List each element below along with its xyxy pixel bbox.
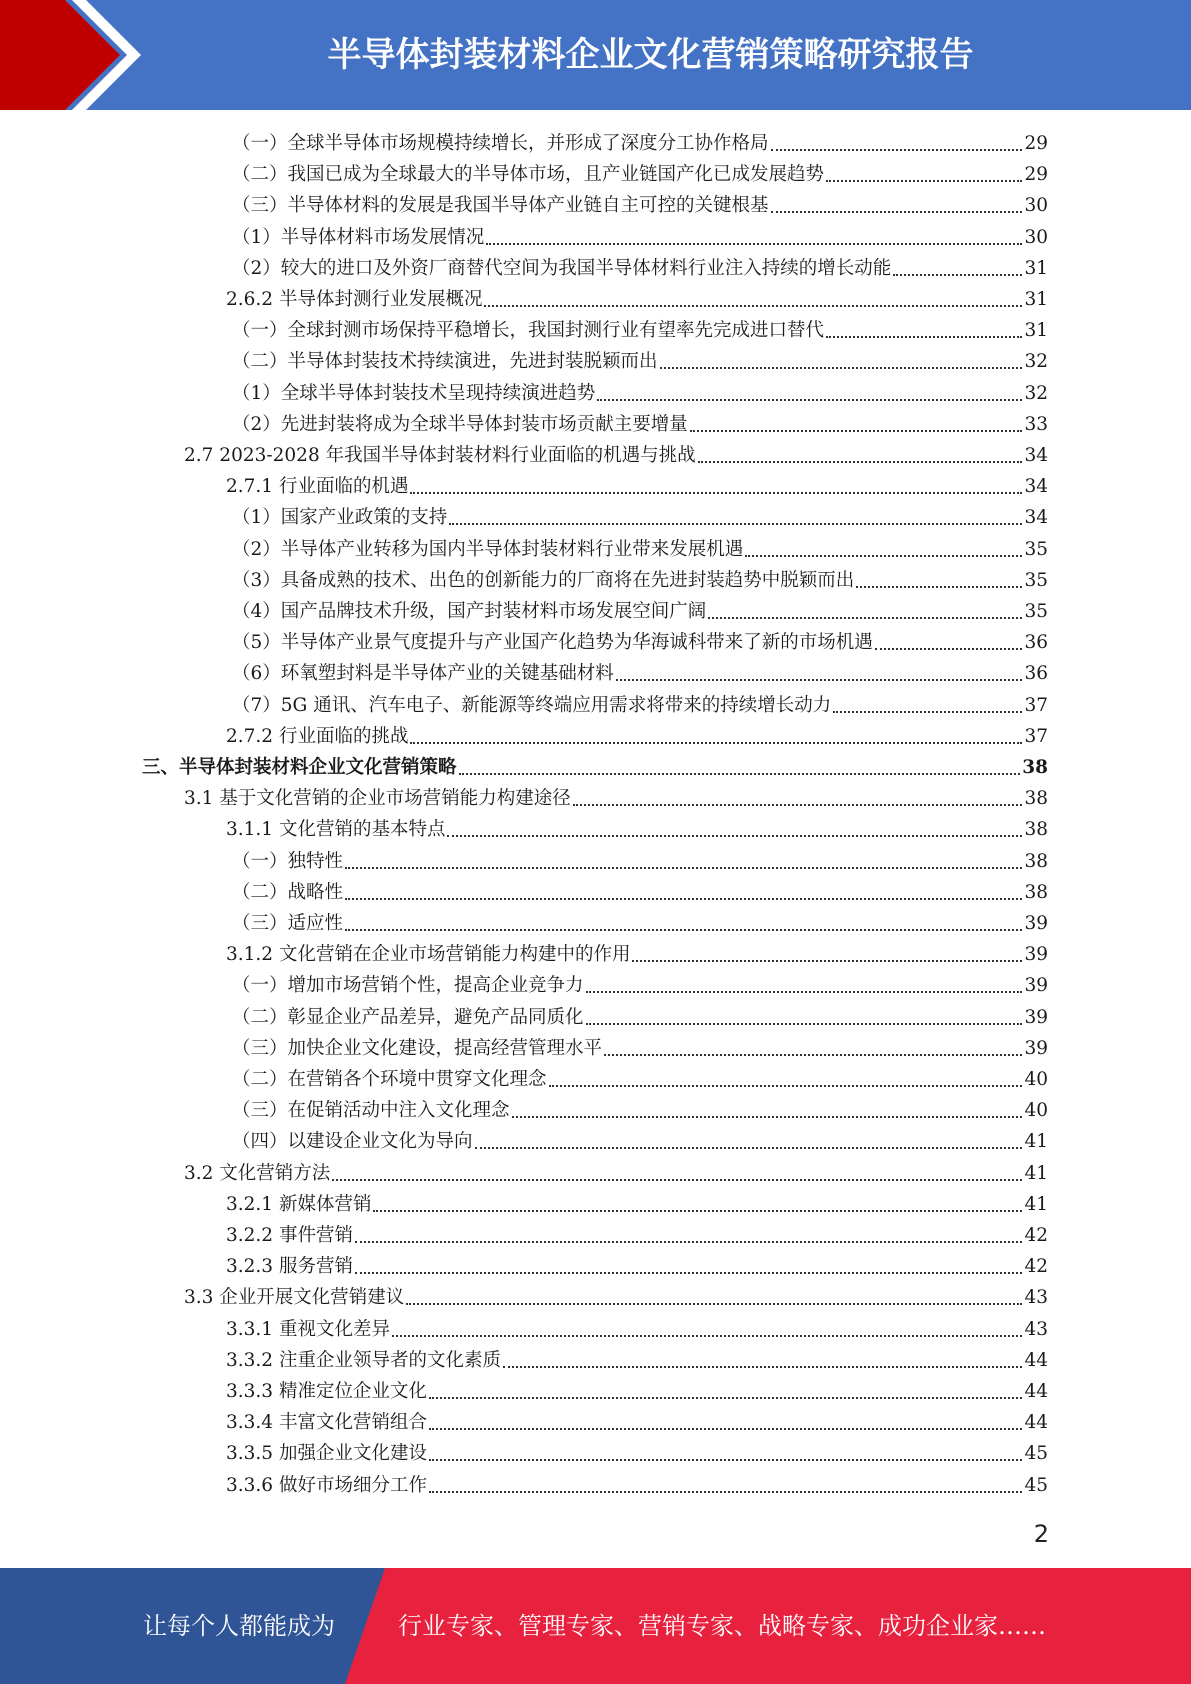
- page-header: [0, 0, 1191, 110]
- toc-entry[interactable]: [232, 253, 1048, 284]
- toc-leader-dots: [586, 991, 1023, 993]
- toc-entry[interactable]: [232, 1033, 1048, 1064]
- toc-entry-page: 42: [1024, 1225, 1048, 1246]
- toc-entry-page: 42: [1024, 1256, 1048, 1278]
- toc-entry[interactable]: [232, 159, 1048, 190]
- toc-entry-page: 44: [1024, 1412, 1048, 1434]
- page-footer: [0, 1568, 1191, 1684]
- toc-entry-title: （6）环氧塑封料是半导体产业的关键基础材料: [232, 663, 614, 685]
- toc-entry[interactable]: [226, 814, 1048, 845]
- toc-entry-title: 3.3.1 重视文化差异: [226, 1318, 390, 1340]
- toc-entry[interactable]: [226, 1251, 1048, 1282]
- toc-leader-dots: [429, 1459, 1022, 1461]
- toc-entry-page: 37: [1024, 694, 1048, 716]
- toc-entry[interactable]: [226, 471, 1048, 502]
- toc-entry[interactable]: [184, 1158, 1048, 1189]
- toc-entry[interactable]: [232, 1095, 1048, 1126]
- toc-entry[interactable]: [232, 1126, 1048, 1157]
- toc-entry-title: 2.6.2 半导体封测行业发展概况: [226, 289, 483, 310]
- toc-entry-page: 34: [1024, 507, 1048, 529]
- toc-entry-page: 31: [1024, 257, 1048, 279]
- toc-entry-page: 44: [1024, 1381, 1048, 1402]
- toc-entry-title: 3.3 企业开展文化营销建议: [184, 1287, 405, 1309]
- toc-leader-dots: [373, 1210, 1022, 1212]
- toc-entry-title: （二）半导体封装技术持续演进，先进封装脱颖而出: [232, 351, 658, 373]
- toc-leader-dots: [355, 1241, 1023, 1243]
- toc-leader-dots: [447, 835, 1022, 837]
- toc-leader-dots: [484, 305, 1022, 307]
- toc-entry[interactable]: [232, 846, 1048, 877]
- toc-entry-title: 3.1 基于文化营销的企业市场营销能力构建途径: [184, 788, 571, 810]
- toc-leader-dots: [616, 679, 1023, 681]
- toc-entry[interactable]: [232, 877, 1048, 908]
- toc-leader-dots: [745, 555, 1022, 557]
- toc-entry[interactable]: [232, 1064, 1048, 1095]
- toc-entry-title: 3.1.2 文化营销在企业市场营销能力构建中的作用: [226, 944, 631, 966]
- toc-entry[interactable]: [226, 1189, 1048, 1220]
- toc-entry-page: 34: [1024, 476, 1048, 498]
- toc-entry[interactable]: [226, 1376, 1048, 1407]
- toc-entry-page: 41: [1024, 1131, 1048, 1153]
- toc-entry-page: 36: [1024, 632, 1048, 654]
- toc-entry[interactable]: [232, 1002, 1048, 1033]
- toc-leader-dots: [475, 1147, 1023, 1149]
- toc-entry-page: 35: [1024, 569, 1048, 591]
- toc-entry-title: 3.3.5 加强企业文化建设: [226, 1443, 427, 1465]
- toc-entry-title: 三、半导体封装材料企业文化营销策略: [142, 757, 457, 778]
- toc-entry-title: （三）在促销活动中注入文化理念: [232, 1100, 510, 1122]
- toc-leader-dots: [410, 742, 1022, 744]
- toc-entry-page: 31: [1024, 289, 1048, 310]
- toc-entry-title: （一）独特性: [232, 850, 344, 872]
- toc-entry[interactable]: [226, 1314, 1048, 1345]
- toc-entry[interactable]: [232, 690, 1048, 721]
- toc-entry-title: （3）具备成熟的技术、出色的创新能力的厂商将在先进封装趋势中脱颖而出: [232, 569, 855, 591]
- toc-entry[interactable]: [226, 1220, 1048, 1251]
- toc-entry-title: （1）国家产业政策的支持: [232, 507, 448, 529]
- toc-entry-title: （2）先进封装将成为全球半导体封装市场贡献主要增量: [232, 413, 688, 435]
- toc-leader-dots: [332, 1179, 1022, 1181]
- toc-entry-title: 3.3.6 做好市场细分工作: [226, 1474, 427, 1496]
- toc-entry-title: （一）全球封测市场保持平稳增长，我国封测行业有望率先完成进口替代: [232, 320, 825, 342]
- toc-entry[interactable]: [232, 627, 1048, 658]
- toc-entry-title: 3.2.2 事件营销: [226, 1225, 353, 1246]
- toc-entry-title: 3.2.3 服务营销: [226, 1256, 353, 1278]
- toc-leader-dots: [826, 180, 1022, 182]
- toc-entry[interactable]: [232, 908, 1048, 939]
- toc-entry-title: （三）适应性: [232, 913, 344, 934]
- toc-entry-page: 45: [1024, 1443, 1048, 1465]
- toc-leader-dots: [512, 1116, 1023, 1118]
- report-title: 半导体封装材料企业文化营销策略研究报告: [327, 35, 974, 75]
- toc-entry[interactable]: [226, 1345, 1048, 1376]
- toc-entry[interactable]: [142, 752, 1048, 783]
- toc-entry-page: 40: [1024, 1069, 1048, 1090]
- toc-entry-title: （二）在营销各个环境中贯穿文化理念: [232, 1069, 547, 1090]
- toc-leader-dots: [632, 960, 1022, 962]
- toc-entry-page: 29: [1024, 133, 1048, 154]
- toc-entry-page: 41: [1024, 1162, 1048, 1184]
- toc-entry-page: 30: [1024, 195, 1048, 217]
- toc-entry[interactable]: [232, 190, 1048, 221]
- toc-entry-page: 38: [1022, 757, 1048, 778]
- toc-entry[interactable]: [232, 315, 1048, 346]
- toc-entry[interactable]: [184, 440, 1048, 471]
- toc-leader-dots: [429, 1397, 1022, 1399]
- toc-entry-title: （5）半导体产业景气度提升与产业国产化趋势为华海诚科带来了新的市场机遇: [232, 632, 873, 654]
- toc-leader-dots: [429, 1428, 1022, 1430]
- toc-leader-dots: [708, 617, 1022, 619]
- toc-entry[interactable]: [184, 1282, 1048, 1313]
- toc-entry[interactable]: [226, 939, 1048, 970]
- toc-leader-dots: [486, 243, 1022, 245]
- toc-leader-dots: [660, 367, 1023, 369]
- toc-entry[interactable]: [226, 1407, 1048, 1438]
- toc-entry-title: 2.7 2023-2028 年我国半导体封装材料行业面临的机遇与挑战: [184, 445, 696, 466]
- toc-entry-page: 38: [1024, 881, 1048, 903]
- toc-entry-page: 36: [1024, 663, 1048, 685]
- toc-entry-page: 34: [1024, 445, 1048, 466]
- toc-leader-dots: [771, 149, 1023, 151]
- toc-entry-page: 39: [1024, 1006, 1048, 1028]
- toc-entry-title: 2.7.2 行业面临的挑战: [226, 725, 409, 747]
- toc-entry-page: 43: [1024, 1318, 1048, 1340]
- toc-leader-dots: [549, 1085, 1023, 1087]
- toc-entry-page: 44: [1024, 1349, 1048, 1371]
- toc-entry[interactable]: [232, 378, 1048, 409]
- toc-entry-title: （二）战略性: [232, 881, 344, 903]
- toc-entry-page: 45: [1024, 1474, 1048, 1496]
- toc-entry-page: 35: [1024, 601, 1048, 622]
- toc-entry-title: 3.3.2 注重企业领导者的文化素质: [226, 1349, 501, 1371]
- toc-entry-title: （4）国产品牌技术升级，国产封装材料市场发展空间广阔: [232, 601, 707, 622]
- toc-entry-title: （2）半导体产业转移为国内半导体封装材料行业带来发展机遇: [232, 538, 744, 560]
- toc-entry-page: 38: [1024, 819, 1048, 841]
- toc-entry-page: 35: [1024, 538, 1048, 560]
- toc-leader-dots: [345, 898, 1022, 900]
- toc-entry-title: 3.1.1 文化营销的基本特点: [226, 819, 446, 841]
- toc-leader-dots: [406, 1303, 1022, 1305]
- toc-leader-dots: [345, 867, 1022, 869]
- toc-entry-page: 29: [1024, 164, 1048, 186]
- toc-entry-title: （三）加快企业文化建设，提高经营管理水平: [232, 1037, 603, 1059]
- toc-entry-title: （7）5G 通讯、汽车电子、新能源等终端应用需求将带来的持续增长动力: [232, 694, 832, 716]
- footer-slogan-right: 行业专家、管理专家、营销专家、战略专家、成功企业家……: [398, 1612, 1046, 1640]
- toc-entry-page: 32: [1024, 351, 1048, 373]
- toc-entry-page: 41: [1024, 1193, 1048, 1215]
- toc-entry-title: （二）我国已成为全球最大的半导体市场，且产业链国产化已成发展趋势: [232, 164, 825, 186]
- toc-leader-dots: [833, 711, 1022, 713]
- toc-entry[interactable]: [232, 534, 1048, 565]
- toc-entry-title: 3.3.3 精准定位企业文化: [226, 1381, 427, 1402]
- toc-entry[interactable]: [232, 565, 1048, 596]
- toc-entry[interactable]: [226, 1470, 1048, 1501]
- toc-entry-title: 3.3.4 丰富文化营销组合: [226, 1412, 427, 1434]
- toc-entry-title: 3.2.1 新媒体营销: [226, 1193, 372, 1215]
- toc-leader-dots: [690, 430, 1023, 432]
- toc-entry-page: 33: [1024, 413, 1048, 435]
- toc-leader-dots: [345, 929, 1022, 931]
- toc-entry[interactable]: [232, 346, 1048, 377]
- toc-leader-dots: [573, 804, 1023, 806]
- toc-entry-page: 38: [1024, 850, 1048, 872]
- toc-entry[interactable]: [226, 284, 1048, 315]
- toc-leader-dots: [429, 1491, 1022, 1493]
- toc-entry-title: （四）以建设企业文化为导向: [232, 1131, 473, 1153]
- toc-entry-page: 30: [1024, 226, 1048, 248]
- toc-entry[interactable]: [226, 1438, 1048, 1469]
- toc-leader-dots: [893, 274, 1022, 276]
- toc-entry-page: 38: [1024, 788, 1048, 810]
- toc-entry-page: 39: [1024, 913, 1048, 934]
- toc-entry-title: 3.2 文化营销方法: [184, 1162, 331, 1184]
- toc-leader-dots: [410, 492, 1022, 494]
- toc-entry-title: （1）全球半导体封装技术呈现持续演进趋势: [232, 382, 596, 404]
- toc-entry[interactable]: [232, 409, 1048, 440]
- toc-leader-dots: [355, 1272, 1023, 1274]
- toc-entry[interactable]: [232, 596, 1048, 627]
- toc-entry[interactable]: [232, 970, 1048, 1001]
- toc-leader-dots: [826, 336, 1022, 338]
- toc-entry-page: 32: [1024, 382, 1048, 404]
- toc-entry[interactable]: [232, 128, 1048, 159]
- toc-entry[interactable]: [232, 222, 1048, 253]
- toc-entry[interactable]: [184, 783, 1048, 814]
- toc-entry-title: （2）较大的进口及外资厂商替代空间为我国半导体材料行业注入持续的增长动能: [232, 257, 892, 279]
- toc-entry-title: （三）半导体材料的发展是我国半导体产业链自主可控的关键根基: [232, 195, 769, 217]
- toc-entry[interactable]: [232, 658, 1048, 689]
- toc-entry-page: 31: [1024, 320, 1048, 342]
- toc-entry-page: 39: [1024, 944, 1048, 966]
- toc-entry-title: 2.7.1 行业面临的机遇: [226, 476, 409, 498]
- toc-entry-title: （一）全球半导体市场规模持续增长，并形成了深度分工协作格局: [232, 133, 769, 154]
- toc-leader-dots: [597, 399, 1022, 401]
- toc-entry-page: 39: [1024, 1037, 1048, 1059]
- toc-entry[interactable]: [226, 721, 1048, 752]
- toc-leader-dots: [698, 461, 1023, 463]
- toc-entry-title: （二）彰显企业产品差异，避免产品同质化: [232, 1006, 584, 1028]
- toc-entry-title: （1）半导体材料市场发展情况: [232, 226, 485, 248]
- toc-leader-dots: [604, 1054, 1022, 1056]
- toc-leader-dots: [459, 773, 1021, 775]
- toc-leader-dots: [449, 523, 1022, 525]
- toc-leader-dots: [771, 211, 1023, 213]
- toc-leader-dots: [875, 648, 1023, 650]
- page-number: 2: [1033, 1520, 1049, 1548]
- toc-entry-title: （一）增加市场营销个性，提高企业竞争力: [232, 975, 584, 997]
- toc-entry-page: 40: [1024, 1100, 1048, 1122]
- toc-entry-page: 43: [1024, 1287, 1048, 1309]
- toc-leader-dots: [503, 1366, 1022, 1368]
- toc-entry[interactable]: [232, 502, 1048, 533]
- toc-leader-dots: [392, 1335, 1022, 1337]
- toc-entry-page: 37: [1024, 725, 1048, 747]
- toc-entry-page: 39: [1024, 975, 1048, 997]
- toc-leader-dots: [856, 586, 1022, 588]
- footer-slogan-left: 让每个人都能成为: [143, 1612, 335, 1640]
- toc-leader-dots: [586, 1023, 1023, 1025]
